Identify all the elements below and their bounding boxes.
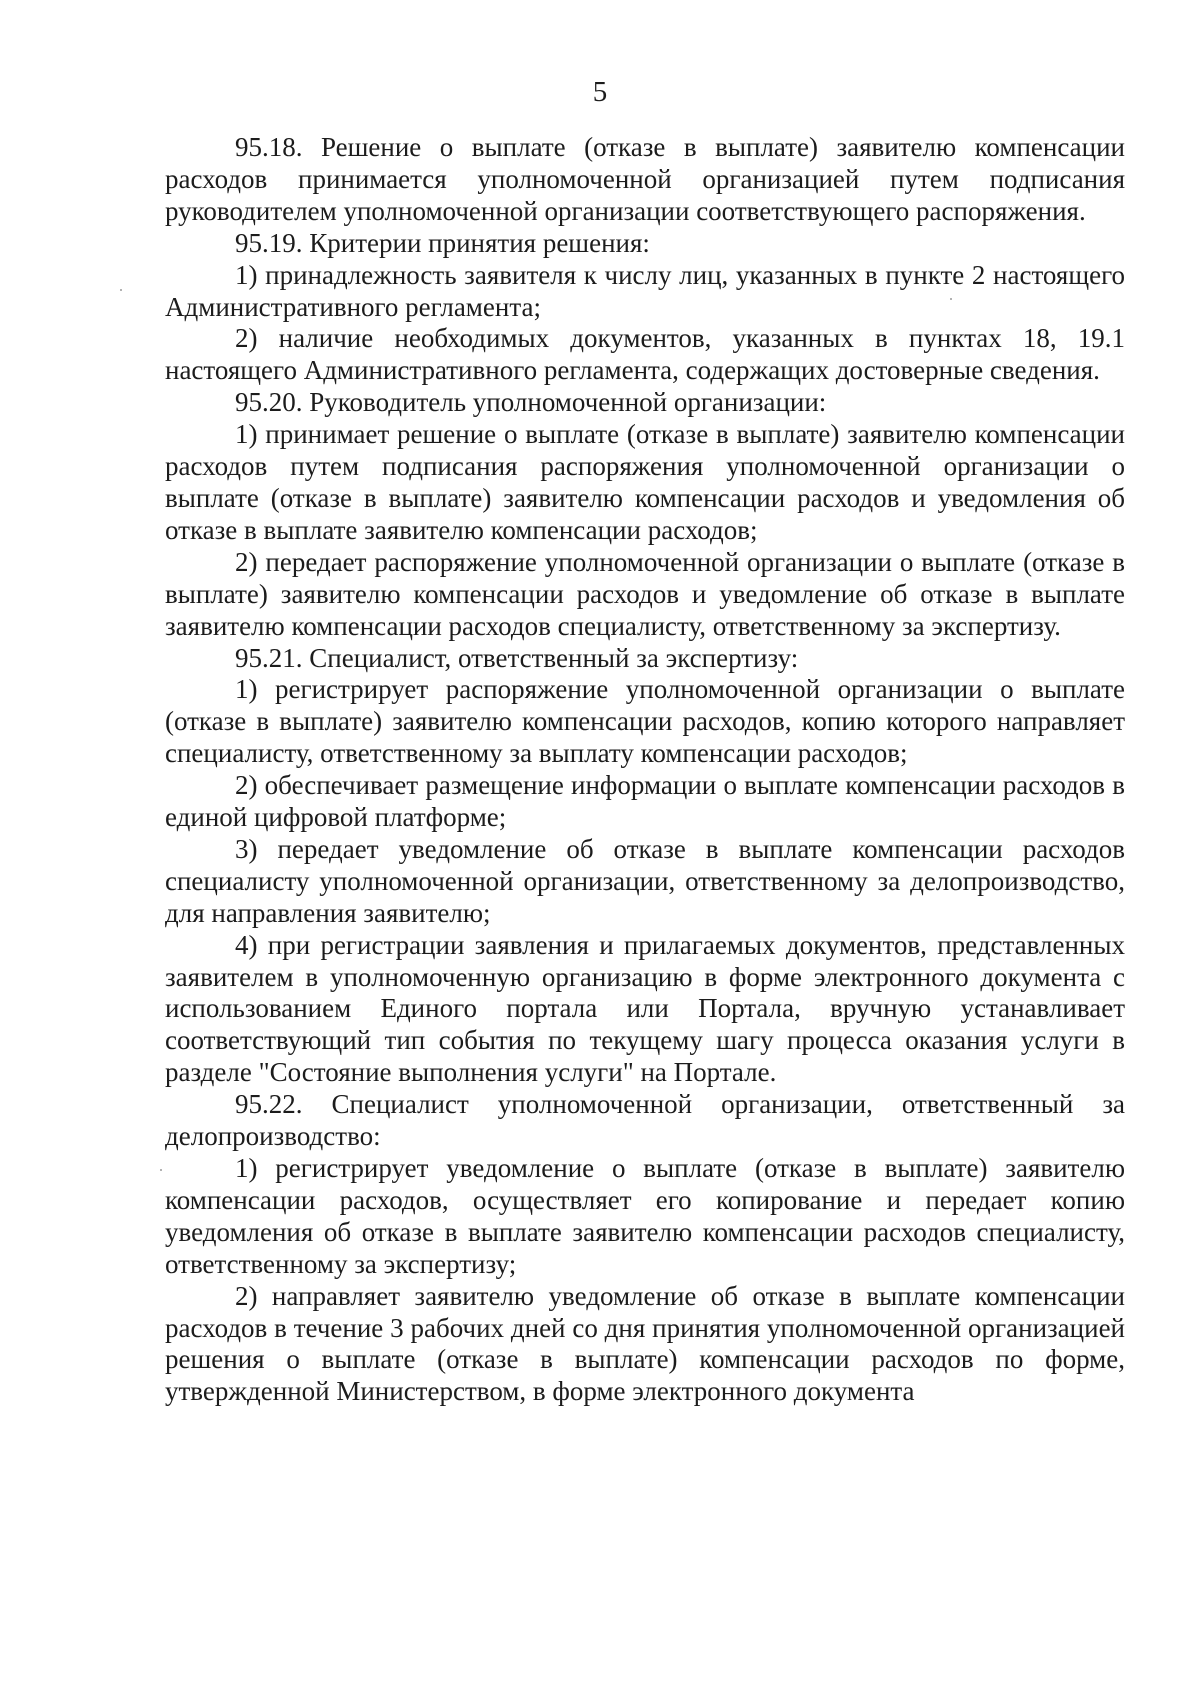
scan-speck — [120, 289, 122, 291]
paragraph-95-20-item-2: 2) передает распоряжение уполномоченной организации о выплате (отказе в выплате) заявителю компенсации расходов и уведомление об отказе в выплате заявителю компенсации расходов специалисту, ответственному за экспертизу. — [165, 546, 1125, 641]
paragraph-95-22-item-2: 2) направляет заявителю уведомление об отказе в выплате компенсации расходов в течение 3 рабочих дней со дня принятия уполномоченной организацией решения о выплате (отказе в выплате) компенсации расходов по форме, утвержденной Министерством, в форме электронного документа — [165, 1280, 1125, 1407]
paragraph-95-19-item-1: 1) принадлежность заявителя к числу лиц, указанных в пункте 2 настоящего Административного регламента; — [165, 259, 1125, 322]
paragraph-95-19-item-2: 2) наличие необходимых документов, указанных в пунктах 18, 19.1 настоящего Административного регламента, содержащих достоверные сведения. — [165, 323, 1125, 386]
paragraph-95-19-heading: 95.19. Критерии принятия решения: — [235, 227, 650, 258]
paragraph-95-21-heading: 95.21. Специалист, ответственный за экспертизу: — [235, 642, 799, 673]
paragraph-95-20-item-1: 1) принимает решение о выплате (отказе в выплате) заявителю компенсации расходов путем подписания распоряжения уполномоченной организации о выплате (отказе в выплате) заявителю компенсации расходов и уведомления об отказе в выплате заявителю компенсации расходов; — [165, 419, 1125, 545]
paragraph-95-21-item-4: 4) при регистрации заявления и прилагаемых документов, представленных заявителем в уполномоченную организацию в форме электронного документа с использованием Единого портала или Портала, вручную устанавливает соответствующий тип события по текущему шагу процесса оказания услуги в разделе "Состояние выполнения услуги" на Портале. — [165, 929, 1125, 1088]
paragraph-95-22-item-1: 1) регистрирует уведомление о выплате (отказе в выплате) заявителю компенсации расходов, осуществляет его копирование и передает копию уведомления об отказе в выплате заявителю компенсации расходов специалисту, ответственному за экспертизу; — [165, 1153, 1125, 1279]
paragraph-95-22-heading: 95.22. Специалист уполномоченной организации, ответственный за делопроизводство: — [165, 1089, 1125, 1152]
paragraph-95-21-item-2: 2) обеспечивает размещение информации о выплате компенсации расходов в единой цифровой платформе; — [165, 770, 1125, 833]
paragraph-95-21-item-3: 3) передает уведомление об отказе в выплате компенсации расходов специалисту уполномоченной организации, ответственному за делопроизводство, для направления заявителю; — [165, 833, 1125, 928]
document-body — [165, 132, 1125, 1408]
scan-speck — [950, 298, 952, 300]
page-number: 5 — [592, 76, 608, 108]
scan-speck — [160, 1169, 162, 1171]
paragraph-95-20-heading: 95.20. Руководитель уполномоченной организации: — [235, 387, 827, 418]
paragraph-95-21-item-1: 1) регистрирует распоряжение уполномоченной организации о выплате (отказе в выплате) заявителю компенсации расходов, копию которого направляет специалисту, ответственному за выплату компенсации расходов; — [165, 674, 1125, 769]
paragraph-95-18: 95.18. Решение о выплате (отказе в выплате) заявителю компенсации расходов принимается уполномоченной организацией путем подписания руководителем уполномоченной организации соответствующего распоряжения. — [165, 132, 1125, 226]
